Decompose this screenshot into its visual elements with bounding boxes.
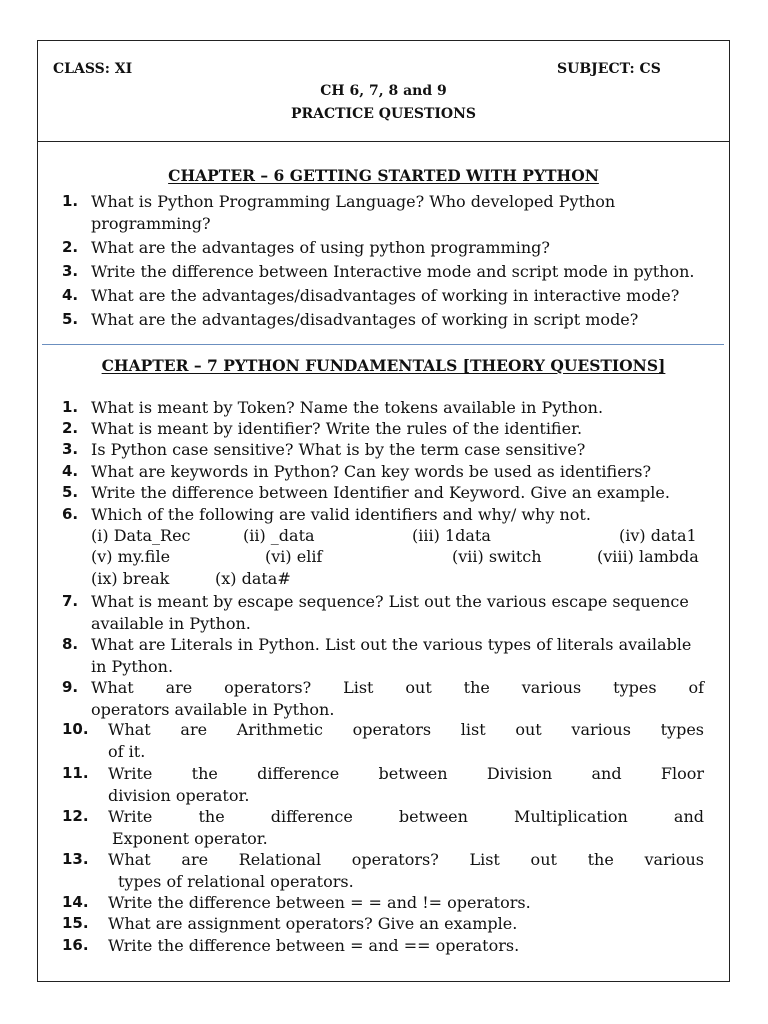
ch7-question-4 [62, 461, 704, 483]
question-text-cont: programming? [91, 213, 211, 233]
question-number: 13. [62, 850, 89, 868]
question-text: What are Arithmetic operators list out various types [108, 720, 704, 739]
ch6-question-1 [62, 191, 704, 234]
question-text: What are Relational operators? List out the various [108, 850, 704, 869]
identifier-option: (viii) lambda [597, 547, 699, 566]
question-text: What is meant by identifier? Write the rules of the identifier. [91, 419, 583, 438]
question-number: 15. [62, 914, 89, 932]
identifier-option: (x) data# [215, 569, 291, 588]
question-text: Write the difference between = and == operators. [108, 936, 520, 955]
question-text: What are operators? List out the various types of [91, 678, 704, 697]
question-text: Which of the following are valid identifiers and why/ why not. [91, 505, 591, 524]
question-text: What are Literals in Python. List out the various types of literals available [91, 635, 692, 654]
ch6-question-3 [62, 261, 704, 283]
question-text: Is Python case sensitive? What is by the term case sensitive? [91, 440, 586, 459]
ch6-question-4 [62, 285, 704, 307]
question-number: 5. [62, 310, 79, 328]
class-label: CLASS: XI [53, 61, 133, 77]
ch7-question-9 [62, 677, 704, 720]
question-text: What are keywords in Python? Can key words be used as identifiers? [91, 462, 652, 481]
section-divider [42, 344, 724, 345]
question-number: 14. [62, 893, 89, 911]
question-text: Write the difference between Identifier and Keyword. Give an example. [91, 483, 670, 502]
question-number: 3. [62, 440, 79, 458]
ch7-question-6 [62, 504, 704, 526]
question-text-cont: available in Python. [91, 613, 251, 633]
question-number: 8. [62, 635, 79, 653]
ch6-question-2 [62, 237, 704, 259]
question-number: 6. [62, 505, 79, 523]
identifier-option: (vi) elif [265, 547, 323, 566]
chapter6-title: CHAPTER – 6 GETTING STARTED WITH PYTHON [168, 166, 599, 185]
question-text: What is meant by Token? Name the tokens available in Python. [91, 398, 604, 417]
question-text: Write the difference between Division and Floor [108, 764, 704, 783]
question-text-cont: in Python. [91, 656, 174, 676]
question-text: What are the advantages of using python programming? [91, 238, 550, 257]
question-text-cont: Exponent operator. [112, 828, 268, 848]
identifier-option: (vii) switch [452, 547, 542, 566]
identifier-option: (ii) _data [243, 526, 315, 545]
question-number: 16. [62, 936, 89, 954]
question-text-cont: of it. [108, 741, 146, 761]
identifier-option: (i) Data_Rec [91, 526, 191, 545]
ch7-question-10 [62, 719, 704, 762]
question-number: 7. [62, 592, 79, 610]
header-divider [37, 141, 730, 142]
question-text: What are the advantages/disadvantages of working in script mode? [91, 310, 639, 329]
question-number: 1. [62, 398, 79, 416]
question-number: 2. [62, 238, 79, 256]
question-text: What are assignment operators? Give an example. [108, 914, 518, 933]
ch7-question-7 [62, 591, 704, 634]
question-number: 2. [62, 419, 79, 437]
subject-label: SUBJECT: CS [557, 61, 661, 77]
question-text: Write the difference between = = and != operators. [108, 893, 531, 912]
identifier-option: (v) my.file [91, 547, 171, 566]
question-text-cont: types of relational operators. [118, 871, 354, 891]
question-number: 10. [62, 720, 89, 738]
ch7-question-3 [62, 439, 704, 461]
ch7-question-14 [62, 892, 704, 914]
question-text-cont: division operator. [108, 785, 250, 805]
question-number: 3. [62, 262, 79, 280]
ch7-question-15 [62, 913, 704, 935]
ch7-question-13 [62, 849, 704, 892]
question-text: What are the advantages/disadvantages of working in interactive mode? [91, 286, 680, 305]
ch7-question-1 [62, 397, 704, 419]
question-text: Write the difference between Multiplication and [108, 807, 704, 826]
chapters-line: CH 6, 7, 8 and 9 [320, 83, 447, 99]
ch7-question-12 [62, 806, 704, 849]
question-number: 4. [62, 286, 79, 304]
question-number: 12. [62, 807, 89, 825]
question-text: What is Python Programming Language? Who developed Python [91, 192, 616, 211]
ch7-question-16 [62, 935, 704, 957]
question-text: Write the difference between Interactive mode and script mode in python. [91, 262, 695, 281]
identifier-option: (iii) 1data [412, 526, 491, 545]
question-number: 1. [62, 192, 79, 210]
ch7-question-5 [62, 482, 704, 504]
ch7-question-2 [62, 418, 704, 440]
ch7-question-8 [62, 634, 704, 677]
question-text: What is meant by escape sequence? List out the various escape sequence [91, 592, 689, 611]
question-number: 4. [62, 462, 79, 480]
practice-line: PRACTICE QUESTIONS [290, 106, 477, 122]
chapter7-title: CHAPTER – 7 PYTHON FUNDAMENTALS [THEORY QUESTIONS] [101, 356, 666, 375]
ch6-question-5 [62, 309, 704, 331]
question-text-cont: operators available in Python. [91, 699, 335, 719]
question-number: 11. [62, 764, 89, 782]
question-number: 5. [62, 483, 79, 501]
identifier-option: (iv) data1 [619, 526, 697, 545]
question-number: 9. [62, 678, 79, 696]
ch7-question-11 [62, 763, 704, 806]
identifier-option: (ix) break [91, 569, 170, 588]
